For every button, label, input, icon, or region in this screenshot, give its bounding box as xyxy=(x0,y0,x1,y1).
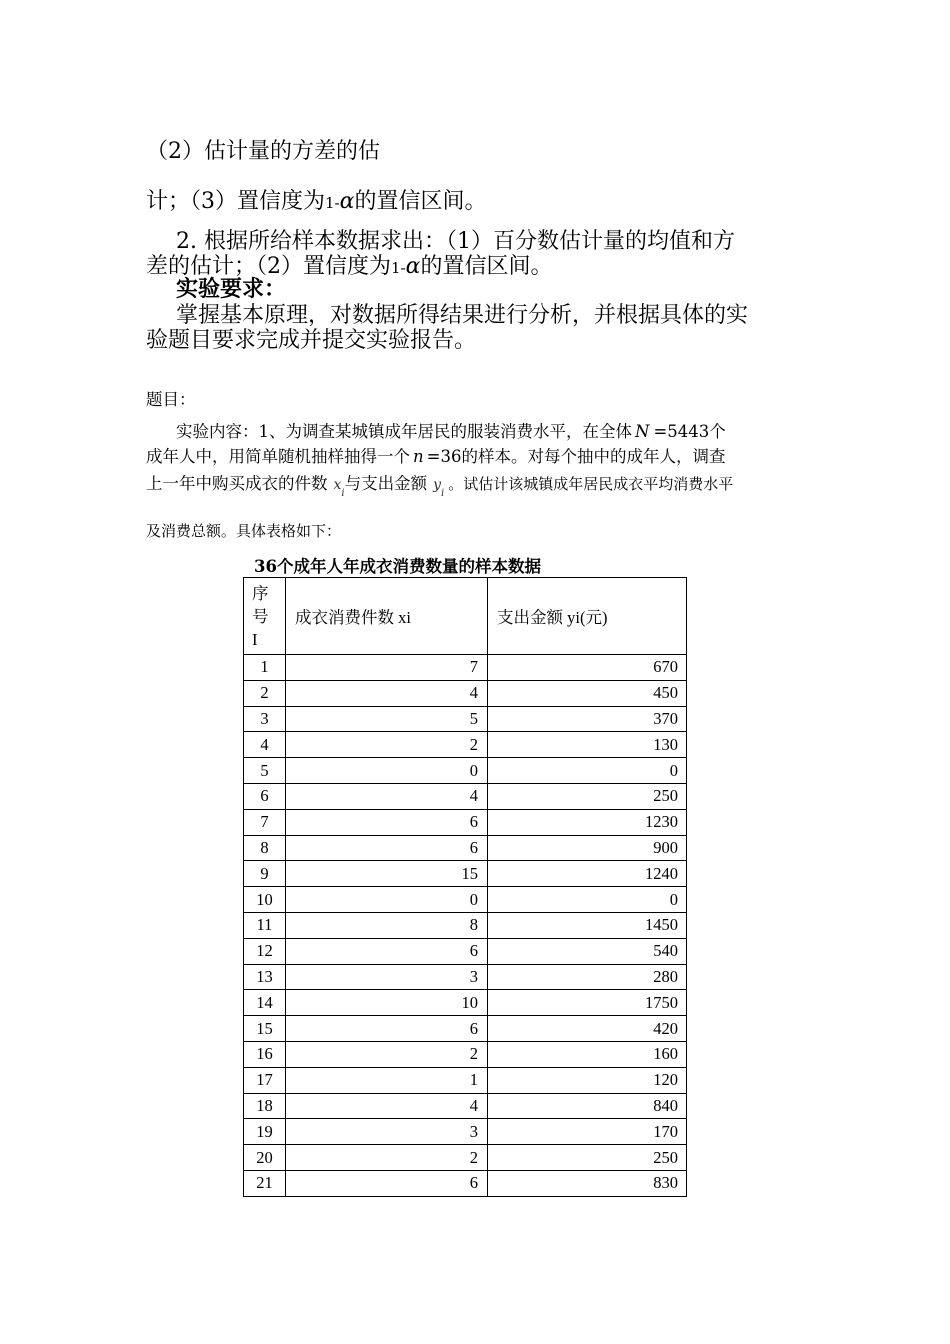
cell-count: 3 xyxy=(286,964,488,990)
cell-amount: 0 xyxy=(488,758,687,784)
table-row xyxy=(244,861,687,887)
table-row xyxy=(244,835,687,861)
cell-amount: 130 xyxy=(488,732,687,758)
cell-seq: 6 xyxy=(244,783,286,809)
requirements-text: 验题目要求完成并提交实验报告。 xyxy=(146,328,477,353)
problem-text: 及消费总额。具体表格如下： xyxy=(146,522,342,540)
symbol-n: n xyxy=(413,447,424,466)
problem-line-1 xyxy=(176,418,726,442)
table-row xyxy=(244,680,687,706)
cell-amount: 250 xyxy=(488,1145,687,1171)
cell-seq: 16 xyxy=(244,1041,286,1067)
cell-amount: 250 xyxy=(488,783,687,809)
cell-amount: 1450 xyxy=(488,912,687,938)
problem-text: 上一年中购买成衣的件数 xyxy=(146,474,328,493)
cell-seq: 14 xyxy=(244,990,286,1016)
table-row xyxy=(244,964,687,990)
item2-text: 的置信区间。 xyxy=(420,254,553,279)
intro-text: （2）估计量的方差的估 xyxy=(146,139,380,164)
cell-amount: 370 xyxy=(488,706,687,732)
table-row xyxy=(244,655,687,681)
cell-seq: 1 xyxy=(244,655,286,681)
intro-text: 计；（3）置信度为 xyxy=(146,189,325,214)
cell-count: 6 xyxy=(286,809,488,835)
table-row xyxy=(244,938,687,964)
problem-text: 个 xyxy=(709,422,726,441)
cell-amount: 280 xyxy=(488,964,687,990)
formula-one-minus: 1- xyxy=(391,259,406,277)
cell-seq: 3 xyxy=(244,706,286,732)
table-row xyxy=(244,990,687,1016)
item2-text: 2. 根据所给样本数据求出：（1）百分数估计量的均值和方 xyxy=(176,229,735,254)
cell-amount: 540 xyxy=(488,938,687,964)
value-n: =36 xyxy=(426,447,462,466)
formula-alpha: α xyxy=(339,189,355,214)
cell-count: 6 xyxy=(286,1170,488,1196)
table-row xyxy=(244,809,687,835)
cell-seq: 8 xyxy=(244,835,286,861)
header-seq-line: 号 xyxy=(252,606,269,626)
intro-text: 的置信区间。 xyxy=(354,189,487,214)
table-row xyxy=(244,1145,687,1171)
cell-seq: 13 xyxy=(244,964,286,990)
cell-count: 3 xyxy=(286,1119,488,1145)
cell-amount: 170 xyxy=(488,1119,687,1145)
problem-line-2 xyxy=(146,443,725,467)
cell-seq: 21 xyxy=(244,1170,286,1196)
problem-text: 与支出金额 xyxy=(344,474,428,493)
cell-count: 6 xyxy=(286,938,488,964)
cell-count: 4 xyxy=(286,783,488,809)
cell-count: 6 xyxy=(286,1016,488,1042)
problem-line-4 xyxy=(146,520,341,541)
cell-seq: 20 xyxy=(244,1145,286,1171)
table-caption xyxy=(254,553,541,577)
symbol-N: N xyxy=(635,422,650,441)
header-amount-text: 支出金额 yi(元) xyxy=(497,608,608,627)
cell-amount: 1240 xyxy=(488,861,687,887)
cell-amount: 900 xyxy=(488,835,687,861)
cell-seq: 11 xyxy=(244,912,286,938)
table-body xyxy=(244,578,687,1197)
header-seq-line: 序 xyxy=(252,583,269,603)
symbol-x: x xyxy=(333,477,342,493)
table-row xyxy=(244,732,687,758)
intro-line-1 xyxy=(146,134,380,165)
header-seq xyxy=(244,578,286,655)
problem-line-3 xyxy=(146,470,733,499)
cell-count: 0 xyxy=(286,887,488,913)
header-amount xyxy=(488,578,687,655)
table-row xyxy=(244,1041,687,1067)
cell-count: 10 xyxy=(286,990,488,1016)
cell-seq: 9 xyxy=(244,861,286,887)
symbol-subscript-i: i xyxy=(341,488,345,499)
cell-seq: 7 xyxy=(244,809,286,835)
cell-seq: 4 xyxy=(244,732,286,758)
header-seq-line: I xyxy=(252,629,258,649)
cell-count: 6 xyxy=(286,835,488,861)
formula-alpha: α xyxy=(405,254,421,279)
table-row xyxy=(244,1067,687,1093)
cell-count: 4 xyxy=(286,680,488,706)
sample-data-table xyxy=(243,577,687,1197)
table-header-row xyxy=(244,578,687,655)
table-row xyxy=(244,783,687,809)
cell-amount: 120 xyxy=(488,1067,687,1093)
requirements-text: 掌握基本原理，对数据所得结果进行分析，并根据具体的实 xyxy=(176,303,749,328)
problem-label xyxy=(146,386,196,410)
cell-count: 15 xyxy=(286,861,488,887)
cell-amount: 160 xyxy=(488,1041,687,1067)
cell-count: 2 xyxy=(286,1145,488,1171)
cell-count: 0 xyxy=(286,758,488,784)
cell-amount: 450 xyxy=(488,680,687,706)
cell-amount: 840 xyxy=(488,1093,687,1119)
formula-one-minus: 1- xyxy=(325,194,340,212)
item2-text: 差的估计；（2）置信度为 xyxy=(146,254,391,279)
symbol-subscript-i: i xyxy=(441,488,445,499)
table-caption-text: 36个成年人年成衣消费数量的样本数据 xyxy=(254,557,541,576)
cell-amount: 0 xyxy=(488,887,687,913)
header-count xyxy=(286,578,488,655)
cell-seq: 19 xyxy=(244,1119,286,1145)
requirements-heading-text: 实验要求： xyxy=(176,277,287,302)
problem-text: 。试估计该城镇成年居民成衣平均消费水平 xyxy=(448,475,734,493)
table-row xyxy=(244,1093,687,1119)
cell-count: 5 xyxy=(286,706,488,732)
table-row xyxy=(244,758,687,784)
cell-count: 2 xyxy=(286,1041,488,1067)
cell-seq: 5 xyxy=(244,758,286,784)
cell-seq: 2 xyxy=(244,680,286,706)
problem-text: 成年人中，用简单随机抽样抽得一个 xyxy=(146,447,410,466)
cell-amount: 830 xyxy=(488,1170,687,1196)
cell-count: 7 xyxy=(286,655,488,681)
table-row xyxy=(244,1119,687,1145)
cell-count: 8 xyxy=(286,912,488,938)
requirements-line-2 xyxy=(146,323,476,354)
table-row xyxy=(244,1016,687,1042)
cell-count: 2 xyxy=(286,732,488,758)
symbol-y: y xyxy=(433,477,442,493)
cell-amount: 1230 xyxy=(488,809,687,835)
intro-line-2 xyxy=(146,184,487,215)
cell-seq: 17 xyxy=(244,1067,286,1093)
problem-text: 的样本。对每个抽中的成年人，调查 xyxy=(461,447,726,466)
header-count-text: 成衣消费件数 xi xyxy=(295,608,411,627)
table-row xyxy=(244,1170,687,1196)
table-row xyxy=(244,887,687,913)
cell-amount: 1750 xyxy=(488,990,687,1016)
cell-seq: 12 xyxy=(244,938,286,964)
value-N: =5443 xyxy=(653,422,710,441)
cell-count: 4 xyxy=(286,1093,488,1119)
problem-text: 实验内容：1、为调查某城镇成年居民的服装消费水平，在全体 xyxy=(176,422,632,441)
cell-seq: 15 xyxy=(244,1016,286,1042)
cell-amount: 420 xyxy=(488,1016,687,1042)
problem-label-text: 题目： xyxy=(146,390,196,409)
cell-count: 1 xyxy=(286,1067,488,1093)
table-row xyxy=(244,706,687,732)
cell-amount: 670 xyxy=(488,655,687,681)
cell-seq: 10 xyxy=(244,887,286,913)
table-row xyxy=(244,912,687,938)
cell-seq: 18 xyxy=(244,1093,286,1119)
